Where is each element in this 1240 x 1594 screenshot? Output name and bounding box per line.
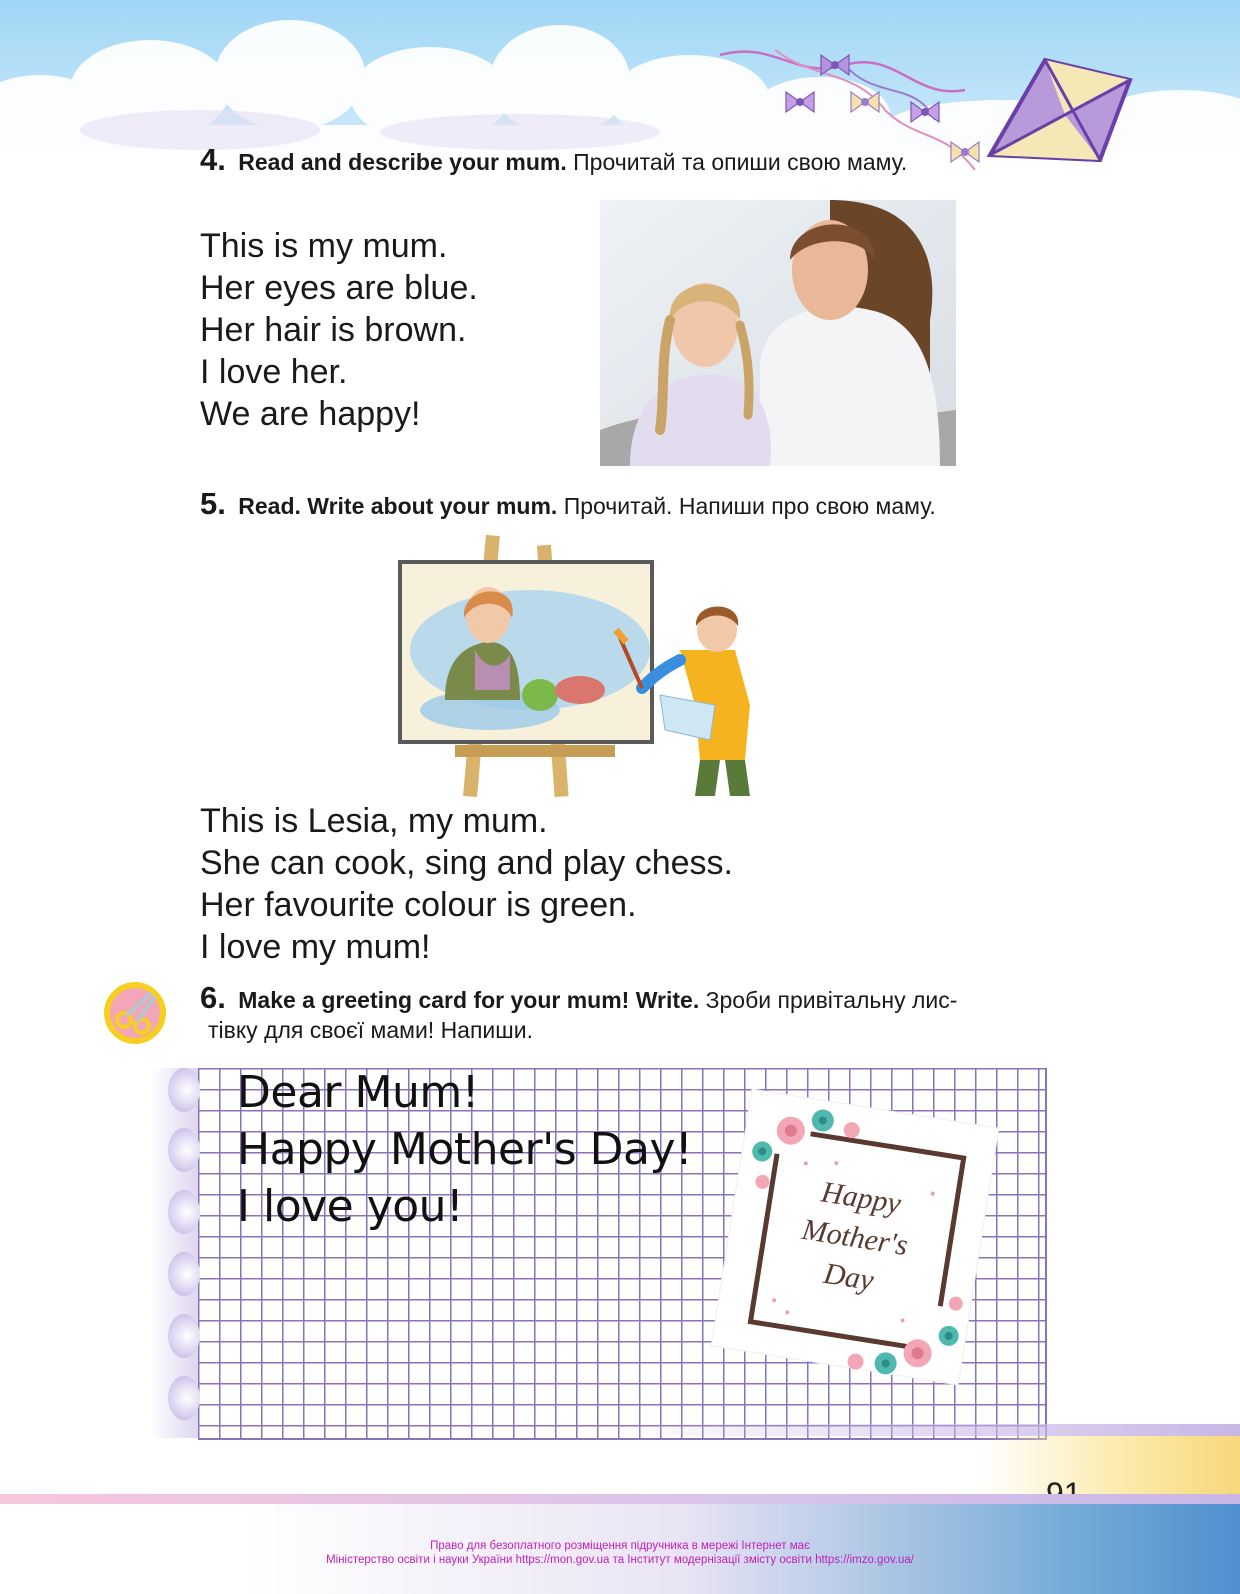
page-band-top [600,1424,1240,1436]
exercise-instruction-ua: Зроби привітальну лис- [705,987,958,1013]
exercise-number: 5. [200,486,226,521]
text-line: Her hair is brown. [200,311,467,349]
footer-notice: Право для безоплатного розміщення підручника в мережі Інтернет має [430,1540,810,1552]
exercise-instruction-en: Read. Write about your mum. [238,493,558,519]
text-line: This is my mum. [200,227,448,265]
text-line: I love her. [200,353,348,391]
text-line: I love my mum! [200,928,431,966]
card-line: Happy Mother's Day! [237,1124,693,1175]
page-number-band [980,1436,1240,1494]
text-line: Her favourite colour is green. [200,886,637,924]
exercise-5-heading [200,486,936,521]
card-picture-word: Mother's [799,1212,911,1263]
card-picture-word: Day [821,1256,876,1298]
footer-stripe [0,1494,1240,1504]
notebook-ring [168,1128,200,1172]
exercise-instruction-en: Make a greeting card for your mum! Write. [238,987,700,1013]
text-line: She can cook, sing and play chess. [200,844,733,882]
exercise-4-heading [200,142,908,177]
kite-icon [990,60,1130,160]
scissors-icon [102,980,168,1046]
exercise-instruction-ua: Прочитай та опиши свою маму. [573,149,908,175]
text-line: We are happy! [200,395,421,433]
exercise-number: 6. [200,980,226,1015]
text-line: Her eyes are blue. [200,269,478,307]
mother-daughter-photo [600,200,956,466]
bow-icon [851,92,879,112]
text-line: This is Lesia, my mum. [200,802,548,840]
exercise-6-heading [200,980,958,1045]
exercise-5-text [200,800,733,968]
bow-icon [821,55,849,75]
notebook-ring [168,1252,200,1296]
exercise-instruction-en: Read and describe your mum. [238,149,567,175]
notebook-ring [168,1376,200,1420]
exercise-4-text [200,225,478,435]
exercise-number: 4. [200,142,226,177]
footer-links: Міністерство освіти і науки України https://mon.gov.ua та Інститут модернізації змісту освіти https://imzo.gov.ua/ [326,1554,914,1566]
notebook-ring [168,1314,200,1358]
mothers-day-card-picture [685,1072,1025,1402]
card-picture-word: Happy [819,1175,904,1221]
card-line: Dear Mum! [237,1067,479,1118]
exercise-instruction-ua-cont: тівку для своєї мами! Напиши. [208,1017,533,1043]
boy-painting-illustration [380,530,820,798]
notebook-ring [168,1190,200,1234]
exercise-instruction-ua: Прочитай. Напиши про свою маму. [563,493,936,519]
card-line: I love you! [237,1181,464,1232]
notebook-ring [168,1068,200,1112]
bow-icon [786,92,814,112]
